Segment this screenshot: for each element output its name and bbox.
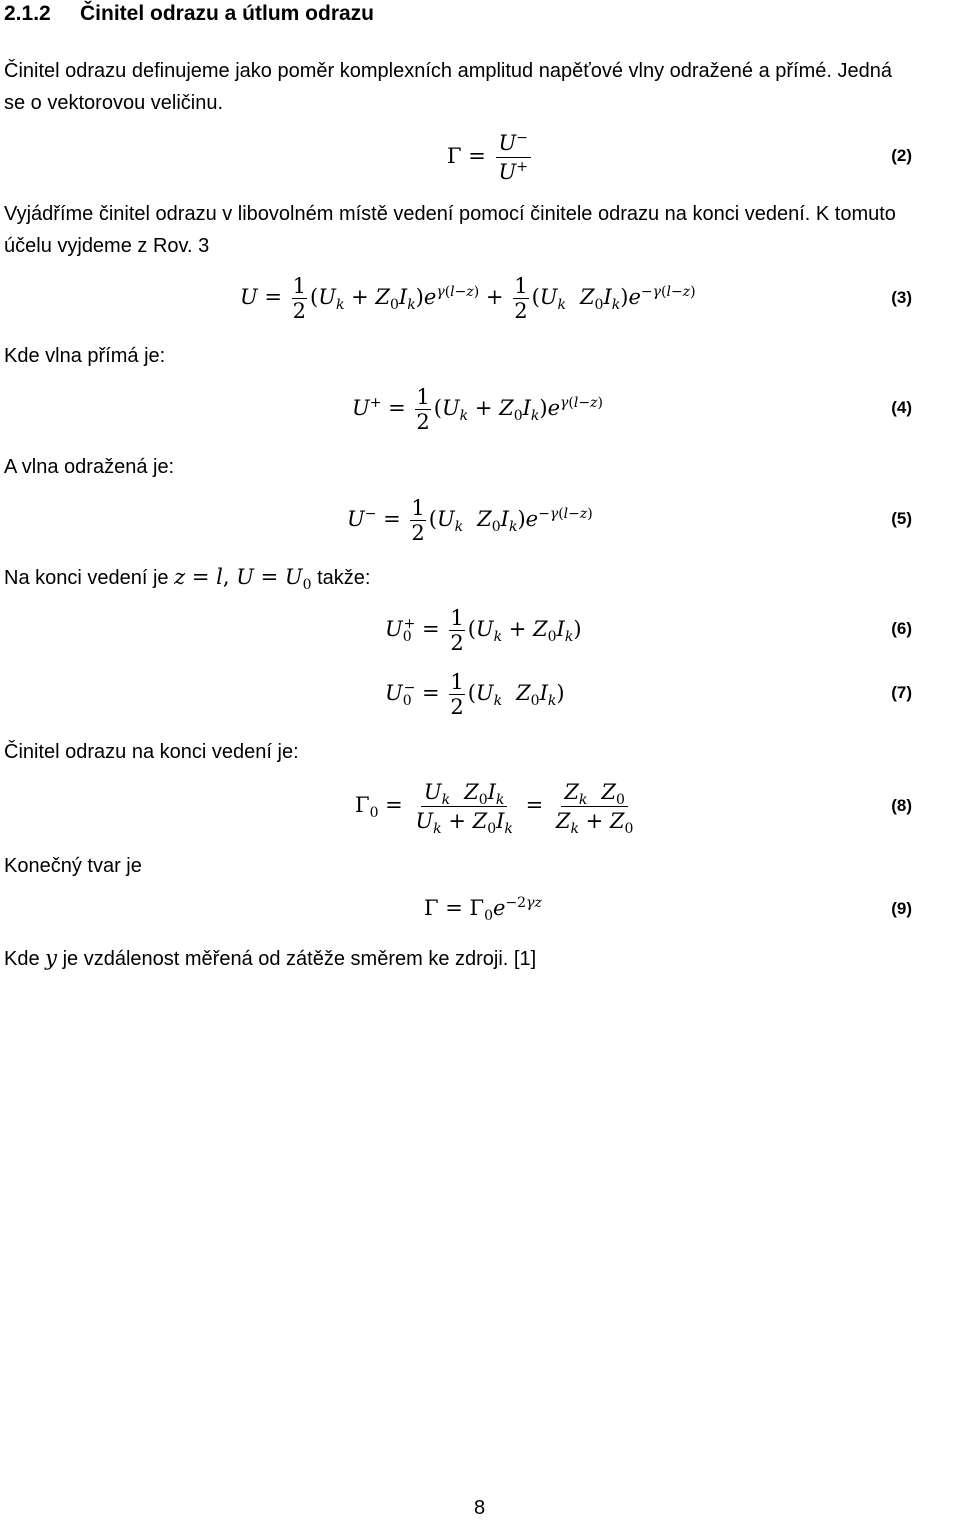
equation-8: $\Gamma_0$ = $\frac{U_k Z_0I_k}{U_k + Z_0I_k}$ = $\frac{Z_k Z_0}{Z_k + Z_0}$ (355, 780, 634, 838)
equation-7: $U_0^-$ = $\frac{1}{2}$ ($U_k$ $Z_0I_k$) (385, 670, 565, 719)
section-heading (4, 2, 374, 26)
line-end-condition (4, 562, 370, 593)
line-end-math: z = l, $U = U_0$ (174, 565, 312, 594)
equation-4: U+ = $\frac{1}{2}$ $(U_k + Z_0I_k)e^{\gamma(l-z)}$ (352, 385, 603, 434)
equation-number-5: (5) (891, 509, 912, 528)
section-title: Činitel odrazu a útlum odrazu (80, 2, 375, 25)
distance-definition (4, 943, 536, 974)
equation-number-9: (9) (891, 899, 912, 918)
intro-line-2: se o vektorovou veličinu. (4, 92, 224, 114)
reflected-wave-label: A vlna odražená je: (4, 456, 175, 478)
final-form-label: Konečný tvar je (4, 855, 142, 877)
line-end-prefix: Na konci vedení je (4, 567, 169, 589)
equation-number-6: (6) (891, 619, 912, 638)
equation-number-8: (8) (891, 796, 912, 815)
reflection-at-end-label: Činitel odrazu na konci vedení je: (4, 741, 299, 763)
equation-number-2: (2) (891, 146, 912, 165)
forward-wave-label: Kde vlna přímá je: (4, 345, 166, 367)
section-number: 2.1.2 (4, 2, 51, 25)
equation-3: U = $\frac{1}{2}$ $(U_k + Z_0I_k)e^{\gamma(l-z)}$ + $\frac{1}{2}$ ($U_k$ $Z_0I_k)e^{-\gamma(l-z)}$ (240, 274, 696, 323)
page-number: 8 (474, 1497, 486, 1519)
equation-number-7: (7) (891, 683, 912, 702)
equation-5: U− = $\frac{1}{2}$ ($U_k$ $Z_0I_k)e^{-\gamma(l-z)}$ (347, 496, 593, 545)
equation-number-3: (3) (891, 288, 912, 307)
equation-number-4: (4) (891, 398, 912, 417)
where-prefix: Kde (4, 948, 40, 970)
equation-6: $U_0^+$ = $\frac{1}{2}$ $(U_k + Z_0I_k)$ (385, 606, 582, 655)
express-line-1: Vyjádříme činitel odrazu v libovolném místě vedení pomocí činitele odrazu na konci vedení. K tomuto (4, 203, 896, 225)
line-end-suffix: takže: (317, 567, 371, 589)
where-variable: y (45, 946, 58, 970)
where-suffix: je vzdálenost měřená od zátěže směrem ke zdroji. [1] (62, 948, 537, 970)
equation-9: $\Gamma = \Gamma_0e^{-2\gamma z}$ (424, 895, 542, 925)
intro-line-1: Činitel odrazu definujeme jako poměr komplexních amplitud napěťové vlny odražené a přímé. Jedná (4, 60, 892, 82)
equation-2: Γ = $\frac{U^-}{U^+}$ (447, 130, 534, 185)
express-line-2: účelu vyjdeme z Rov. 3 (4, 235, 210, 257)
